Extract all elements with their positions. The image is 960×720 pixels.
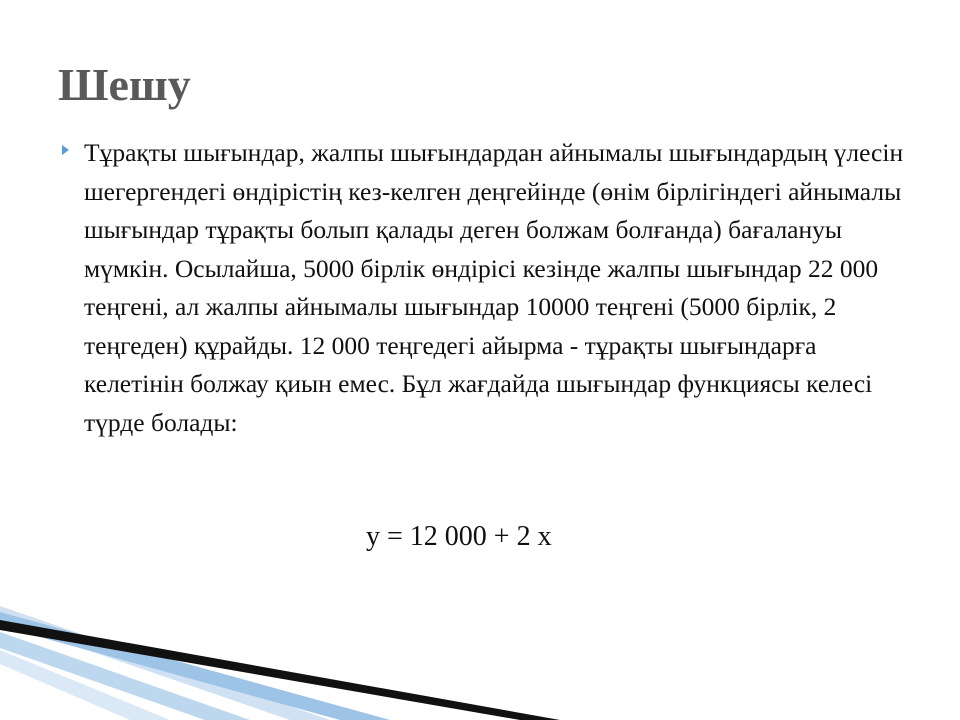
decorative-swoosh: [0, 606, 560, 720]
bullet-text: Тұрақты шығындар, жалпы шығындардан айнымалы шығындардың үлесін шегергендегі өндірістің кез-келген деңгейінде (өнім бірлігіндегі айнымалы шығындар тұрақты болып қалады деген болжам болғанда) бағалануы мүмкін. Осылайша, 5000 бірлік өндірісі кезінде жалпы шығындар 22 000 теңгені, ал жалпы айнымалы шығындар 10000 теңгені (5000 бірлік, 2 теңгеден) құрайды. 12 000 теңгедегі айырма - тұрақты шығындарға келетінін болжау қиын емес. Бұл жағдайда шығындар функциясы келесі түрде болады:: [84, 138, 904, 437]
cost-formula: y = 12 000 + 2 x: [366, 521, 552, 552]
slide-title: Шешу: [58, 59, 191, 110]
